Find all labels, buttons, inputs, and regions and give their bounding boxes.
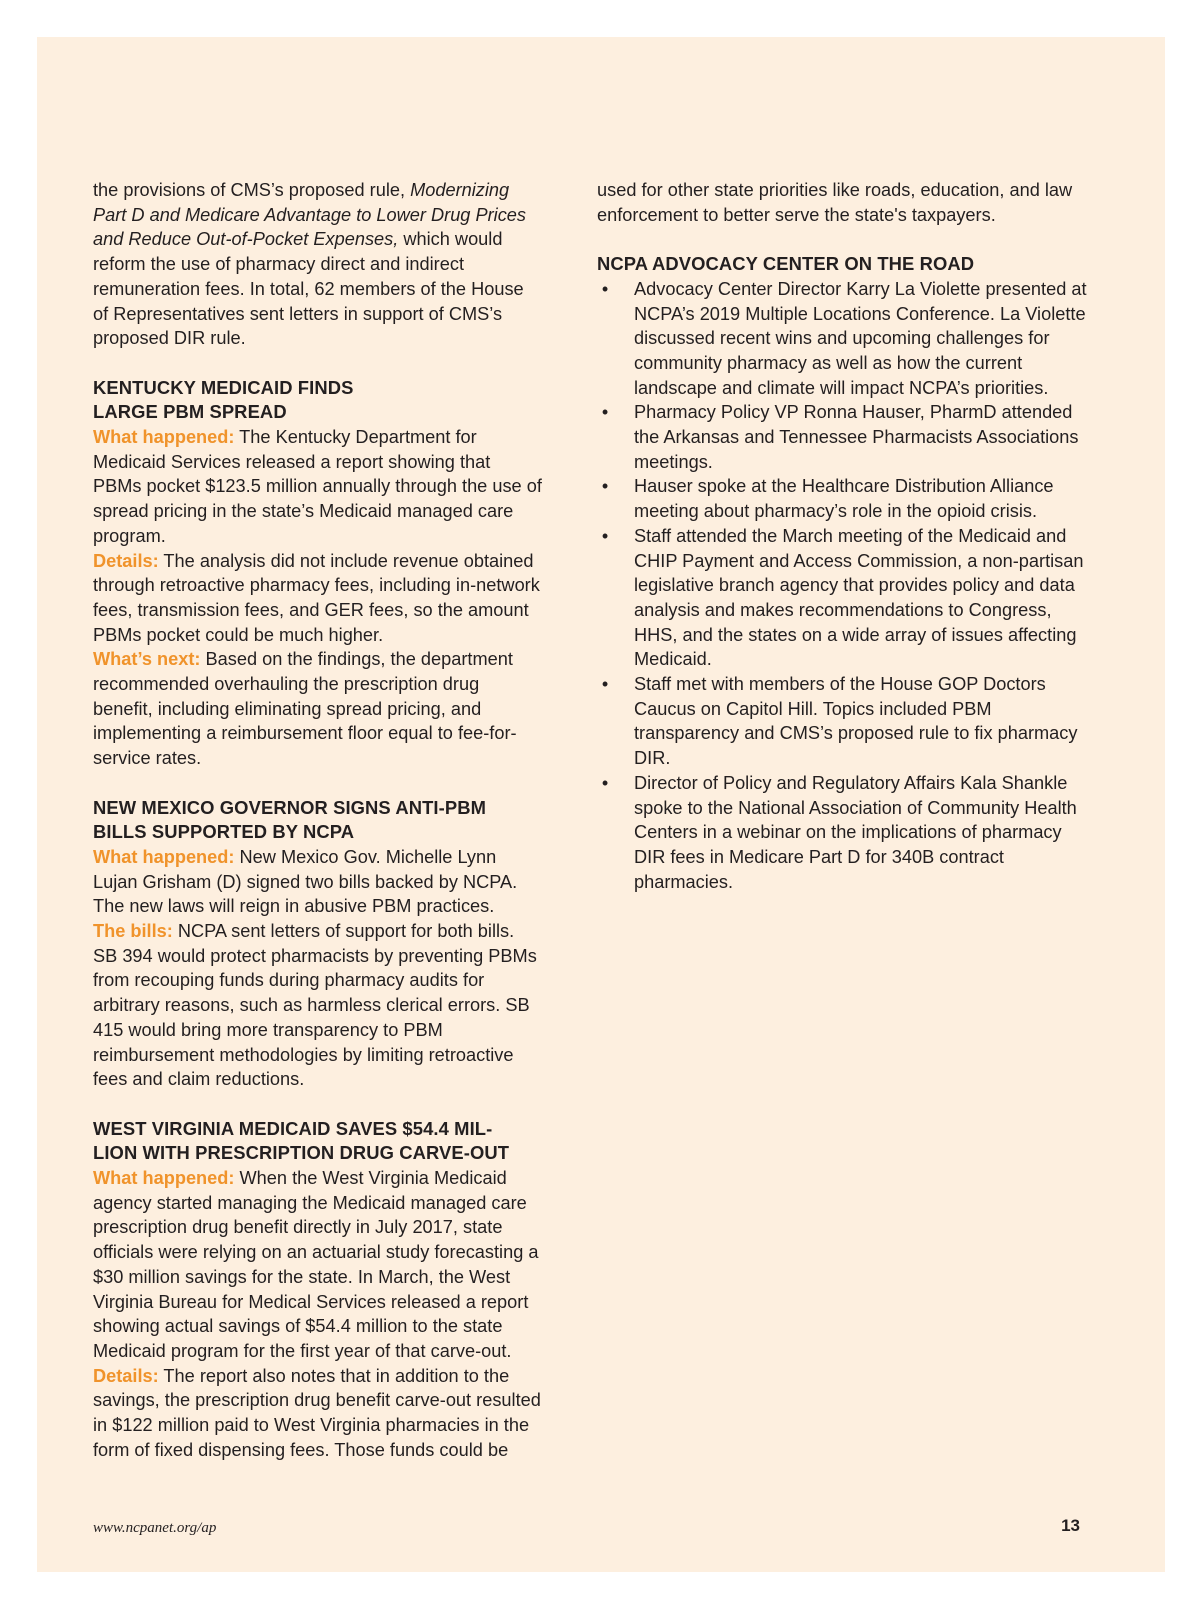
new-mexico-what-happened-text: New Mexico Gov. Michelle Lynn Lujan Grisham (D) signed two bills backed by NCPA. The new laws will reign in abusive PBM practices.: [93, 846, 518, 917]
intro-paragraph: [93, 178, 543, 351]
whats-next-label: What’s next:: [93, 649, 201, 670]
what-happened-label: What happened:: [93, 846, 235, 867]
what-happened-label: What happened:: [93, 1168, 235, 1189]
west-virginia-heading-line1: WEST VIRGINIA MEDICAID SAVES $54.4 MIL-: [93, 1117, 493, 1139]
list-item: [597, 524, 1087, 672]
new-mexico-heading: [93, 796, 543, 845]
west-virginia-what-happened: [93, 1166, 543, 1364]
bills-label: The bills:: [93, 921, 173, 942]
bullet-text: Hauser spoke at the Healthcare Distribution Alliance meeting about pharmacy’s role in the opioid crisis.: [634, 476, 1054, 522]
list-item: [597, 672, 1087, 771]
west-virginia-what-happened-text: When the West Virginia Medicaid agency started managing the Medicaid managed care prescription drug benefit directly in July 2017, state officials were relying on an actuarial study forecasting a $30 million savings for the state. In March, the West Virginia Bureau for Medical Services released a report showing actual savings of $54.4 million to the state Medicaid program for the first year of that carve-out.: [93, 1168, 539, 1361]
new-mexico-heading-line2: BILLS SUPPORTED BY NCPA: [93, 821, 355, 843]
list-item: [597, 277, 1087, 401]
kentucky-what-happened-text: The Kentucky Department for Medicaid Services released a report showing that PBMs pocket $123.5 million annually through the use of spread pricing in the state’s Medicaid managed care program.: [93, 427, 542, 546]
bullet-icon: •: [601, 402, 609, 423]
west-virginia-heading-line2: LION WITH PRESCRIPTION DRUG CARVE-OUT: [93, 1142, 510, 1164]
bullet-text: Director of Policy and Regulatory Affairs Kala Shankle spoke to the National Association of Community Health Centers in a webinar on the implications of pharmacy DIR fees in Medicare Part D for 340B contract pharmacies.: [634, 772, 1077, 892]
kentucky-details: [93, 549, 543, 648]
new-mexico-heading-line1: NEW MEXICO GOVERNOR SIGNS ANTI-PBM: [93, 796, 487, 818]
west-virginia-details: [93, 1364, 543, 1463]
west-virginia-heading: [93, 1117, 543, 1166]
bullet-icon: •: [601, 674, 609, 695]
intro-text-start: the provisions of CMS’s proposed rule,: [93, 180, 411, 200]
advocacy-bullet-list: [597, 277, 1087, 895]
intro-text-end: which would reform the use of pharmacy direct and indirect remuneration fees. In total, 62 members of the House of Representatives sent letters in support of CMS’s proposed DIR rule.: [93, 229, 524, 349]
page-number: 13: [1061, 1516, 1080, 1535]
details-label: Details:: [93, 550, 159, 571]
new-mexico-what-happened: [93, 845, 543, 919]
bullet-text: Staff met with members of the House GOP Doctors Caucus on Capitol Hill. Topics included PBM transparency and CMS’s proposed rule to fix pharmacy DIR.: [634, 674, 1078, 769]
bullet-text: Staff attended the March meeting of the Medicaid and CHIP Payment and Access Commission, a non-partisan legislative branch agency that provides policy and data analysis and makes recommendations to Congress, HHS, and the states on a wide array of issues affecting Medicaid.: [634, 525, 1084, 670]
continuation-paragraph: used for other state priorities like roads, education, and law enforcement to better serve the state's taxpayers.: [597, 180, 1073, 225]
bullet-icon: •: [601, 772, 609, 793]
kentucky-heading-line2: LARGE PBM SPREAD: [93, 401, 287, 423]
bullet-icon: •: [601, 525, 609, 546]
kentucky-details-text: The analysis did not include revenue obtained through retroactive pharmacy fees, including in-network fees, transmission fees, and GER fees, so the amount PBMs pocket could be much higher.: [93, 550, 540, 645]
left-column: [93, 178, 543, 1463]
list-item: [597, 771, 1087, 895]
kentucky-whats-next: [93, 647, 543, 771]
bullet-icon: •: [601, 476, 609, 497]
kentucky-heading: [93, 376, 543, 425]
kentucky-heading-line1: KENTUCKY MEDICAID FINDS: [93, 376, 354, 398]
kentucky-whats-next-text: Based on the findings, the department recommended overhauling the prescription drug benefit, including eliminating spread pricing, and implementing a reimbursement floor equal to fee-for-service rates.: [93, 649, 517, 769]
details-label: Details:: [93, 1365, 159, 1386]
new-mexico-bills: [93, 919, 543, 1092]
list-item: [597, 400, 1087, 474]
what-happened-label: What happened:: [93, 427, 235, 448]
list-item: [597, 474, 1087, 523]
bullet-icon: •: [601, 278, 609, 299]
footer-url[interactable]: www.ncpanet.org/ap: [93, 1520, 217, 1536]
bullet-text: Pharmacy Policy VP Ronna Hauser, PharmD attended the Arkansas and Tennessee Pharmacists Associations meetings.: [634, 402, 1079, 472]
bullet-text: Advocacy Center Director Karry La Violette presented at NCPA’s 2019 Multiple Locations Conference. La Violette discussed recent wins and upcoming challenges for community pharmacy as well as how the current landscape and climate will impact NCPA’s priorities.: [634, 278, 1087, 398]
kentucky-what-happened: [93, 425, 543, 549]
rule-title: Modernizing Part D and Medicare Advantage to Lower Drug Prices and Reduce Out-of-Pocket Expenses,: [93, 180, 527, 250]
west-virginia-details-text: The report also notes that in addition to the savings, the prescription drug benefit carve-out resulted in $122 million paid to West Virginia pharmacies in the form of fixed dispensing fees. Those funds could be: [93, 1365, 541, 1460]
new-mexico-bills-text: NCPA sent letters of support for both bills. SB 394 would protect pharmacists by preventing PBMs from recouping funds during pharmacy audits for arbitrary reasons, such as harmless clerical errors. SB 415 would bring more transparency to PBM reimbursement methodologies by limiting retroactive fees and claim reductions.: [93, 921, 537, 1090]
right-column: [597, 178, 1087, 894]
advocacy-heading: NCPA ADVOCACY CENTER ON THE ROAD: [597, 253, 975, 275]
